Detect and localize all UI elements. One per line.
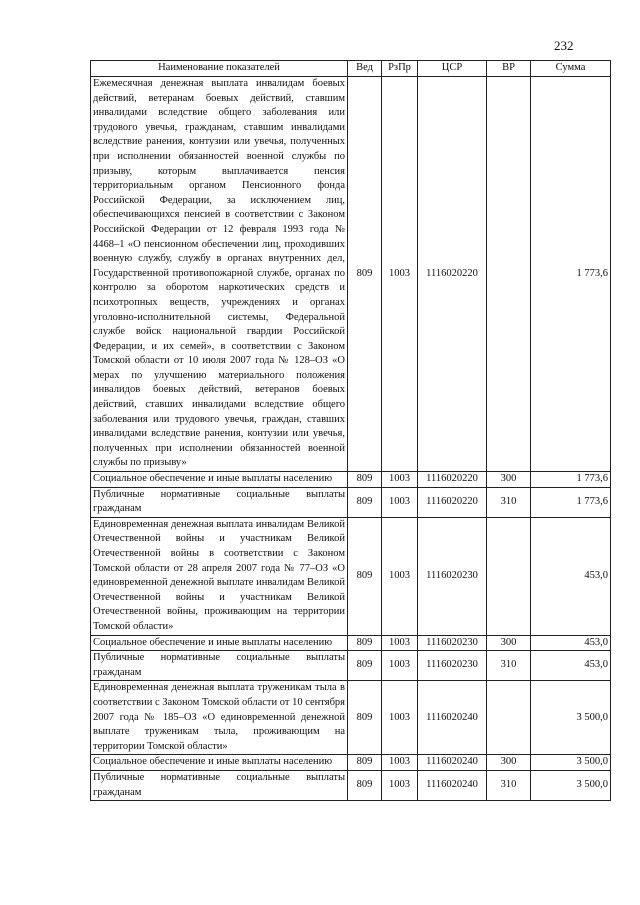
row-rzpr: 1003	[382, 770, 418, 800]
table-row	[91, 755, 611, 771]
row-ved: 809	[348, 770, 382, 800]
row-name: Публичные нормативные социальные выплаты гражданам	[91, 770, 348, 800]
row-rzpr: 1003	[382, 681, 418, 755]
row-name: Единовременная денежная выплата труженикам тыла в соответствии с Законом Томской области от 10 сентября 2007 года № 185–ОЗ «О единовременной денежной выплате труженикам тыла, проживающим на территории Томской области»	[91, 681, 348, 755]
row-rzpr: 1003	[382, 517, 418, 635]
row-rzpr: 1003	[382, 651, 418, 681]
row-vr	[487, 77, 531, 472]
row-sum: 3 500,0	[531, 770, 611, 800]
row-name: Ежемесячная денежная выплата инвалидам боевых действий, ветеранам боевых действий, ставшим инвалидами вследствие общего заболевания или трудового увечья, гражданам, ставшим инвалидами вследствие ранения, контузии или увечья, полученных при исполнении обязанностей военной службы по призыву, которым выплачивается пенсия территориальным органом Пенсионного фонда Российской Федерации, за исключением лиц, обеспечивающихся пенсией в соответствии с Законом Российской Федерации от 12 февраля 1993 года № 4468–1 «О пенсионном обеспечении лиц, проходивших военную службу, службу в органах внутренних дел, Государственной противопожарной службе, органах по контролю за оборотом наркотических средств и психотропных веществ, учреждениях и органах уголовно-исполнительной системы, Федеральной службе войск национальной гвардии Российской Федерации, и их семей», в соответствии с Законом Томской области от 10 июля 2007 года № 128–ОЗ «О мерах по улучшению материального положения инвалидов боевых действий, ветеранов боевых действий, ставших инвалидами вследствие общего заболевания или трудового увечья, граждан, ставших инвалидами вследствие ранения, контузии или увечья, полученных при исполнении обязанностей военной службы по призыву»	[91, 77, 348, 472]
table-row	[91, 77, 611, 472]
row-rzpr: 1003	[382, 472, 418, 488]
header-sum: Сумма	[531, 61, 611, 77]
row-name: Социальное обеспечение и иные выплаты населению	[91, 635, 348, 651]
row-vr: 310	[487, 770, 531, 800]
row-vr	[487, 681, 531, 755]
table-row	[91, 487, 611, 517]
row-vr	[487, 517, 531, 635]
table-row	[91, 472, 611, 488]
row-ved: 809	[348, 651, 382, 681]
row-vr: 300	[487, 755, 531, 771]
row-ved: 809	[348, 681, 382, 755]
row-sum: 1 773,6	[531, 77, 611, 472]
row-sum: 1 773,6	[531, 487, 611, 517]
row-sum: 453,0	[531, 517, 611, 635]
row-ved: 809	[348, 517, 382, 635]
table-row	[91, 681, 611, 755]
table-row	[91, 517, 611, 635]
row-csr: 1116020220	[418, 77, 487, 472]
row-sum: 3 500,0	[531, 681, 611, 755]
row-csr: 1116020220	[418, 472, 487, 488]
row-rzpr: 1003	[382, 635, 418, 651]
row-name: Публичные нормативные социальные выплаты гражданам	[91, 651, 348, 681]
row-vr: 300	[487, 635, 531, 651]
row-name: Единовременная денежная выплата инвалидам Великой Отечественной войны и участникам Великой Отечественной войны в соответствии с Законом Томской области от 28 апреля 2007 года № 77–ОЗ «О единовременной денежной выплате инвалидам Великой Отечественной войны и участникам Великой Отечественной войны, проживающим на территории Томской области»	[91, 517, 348, 635]
row-vr: 300	[487, 472, 531, 488]
row-rzpr: 1003	[382, 77, 418, 472]
row-vr: 310	[487, 487, 531, 517]
row-csr: 1116020230	[418, 651, 487, 681]
budget-table	[90, 60, 611, 801]
row-csr: 1116020230	[418, 635, 487, 651]
row-sum: 3 500,0	[531, 755, 611, 771]
row-csr: 1116020220	[418, 487, 487, 517]
row-vr: 310	[487, 651, 531, 681]
header-name: Наименование показателей	[91, 61, 348, 77]
row-csr: 1116020240	[418, 770, 487, 800]
row-name: Социальное обеспечение и иные выплаты населению	[91, 472, 348, 488]
row-sum: 1 773,6	[531, 472, 611, 488]
table-row	[91, 651, 611, 681]
row-sum: 453,0	[531, 635, 611, 651]
row-sum: 453,0	[531, 651, 611, 681]
row-ved: 809	[348, 755, 382, 771]
table-header-row	[91, 61, 611, 77]
row-name: Публичные нормативные социальные выплаты гражданам	[91, 487, 348, 517]
table-row	[91, 770, 611, 800]
row-ved: 809	[348, 77, 382, 472]
row-csr: 1116020230	[418, 517, 487, 635]
header-csr: ЦСР	[418, 61, 487, 77]
row-rzpr: 1003	[382, 755, 418, 771]
row-ved: 809	[348, 635, 382, 651]
row-csr: 1116020240	[418, 681, 487, 755]
row-csr: 1116020240	[418, 755, 487, 771]
header-vr: ВР	[487, 61, 531, 77]
page-number: 232	[554, 38, 574, 53]
row-ved: 809	[348, 472, 382, 488]
row-ved: 809	[348, 487, 382, 517]
header-rzpr: РзПр	[382, 61, 418, 77]
table-row	[91, 635, 611, 651]
row-rzpr: 1003	[382, 487, 418, 517]
header-ved: Вед	[348, 61, 382, 77]
row-name: Социальное обеспечение и иные выплаты населению	[91, 755, 348, 771]
